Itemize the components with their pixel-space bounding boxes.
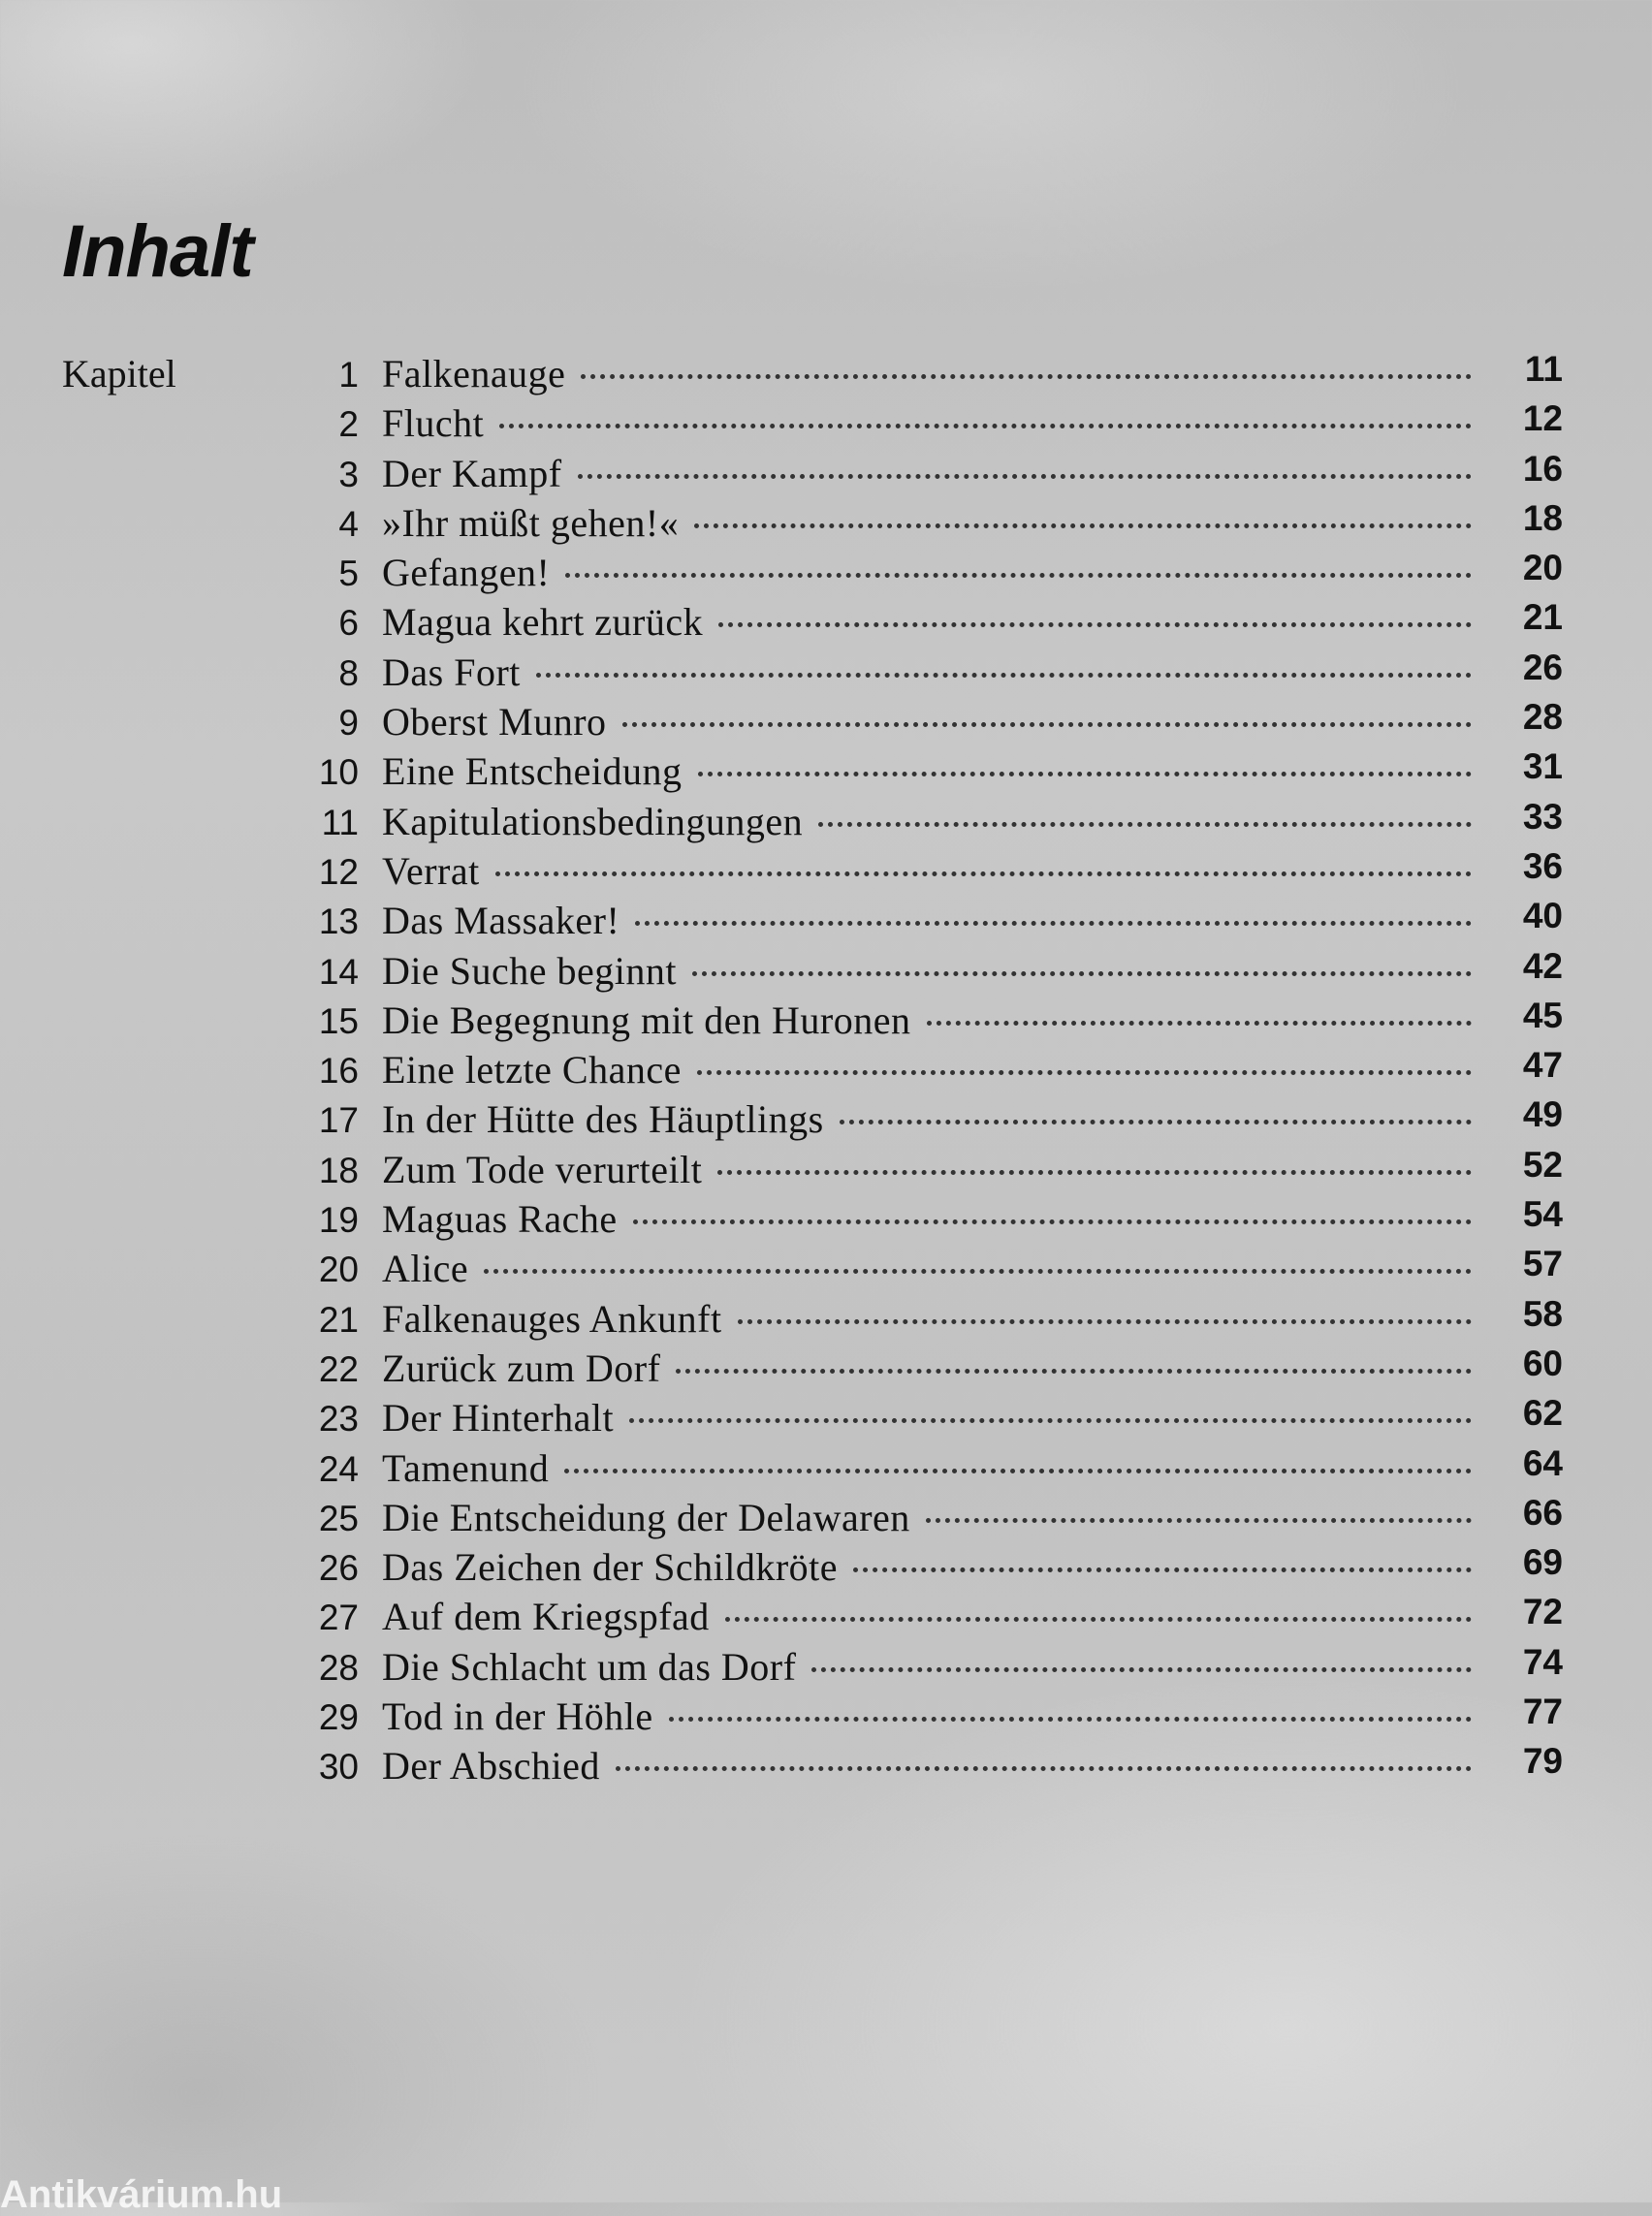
chapter-title: Eine letzte Chance (382, 1048, 682, 1092)
chapter-title: Die Schlacht um das Dorf (382, 1644, 797, 1689)
chapter-title: Der Kampf (382, 451, 562, 495)
chapter-number: 22 (318, 1348, 359, 1389)
page-number: 31 (1522, 746, 1563, 787)
chapter-title: Falkenauge (382, 352, 566, 396)
chapter-title: Das Fort (382, 649, 521, 694)
toc-entry (62, 1694, 1563, 1743)
page-number: 52 (1522, 1144, 1563, 1185)
chapter-number: 14 (318, 951, 359, 992)
page-number: 74 (1522, 1641, 1563, 1682)
page-number: 62 (1522, 1393, 1563, 1434)
chapter-title: »Ihr müßt gehen!« (382, 500, 680, 545)
chapter-number: 9 (338, 703, 359, 744)
dot-leader (669, 1717, 1472, 1722)
dot-leader (738, 1319, 1472, 1324)
page-number: 20 (1522, 548, 1563, 588)
chapter-title: Tod in der Höhle (382, 1694, 653, 1739)
dot-leader (578, 474, 1472, 479)
dot-leader (694, 523, 1472, 528)
dot-leader (692, 971, 1472, 976)
page-number: 11 (1524, 349, 1563, 389)
chapter-number: 8 (338, 652, 359, 693)
toc-entry (62, 649, 1563, 699)
dot-leader (484, 1269, 1472, 1274)
chapter-title: Die Suche beginnt (382, 948, 677, 993)
chapter-number: 24 (318, 1448, 359, 1489)
chapter-title: Flucht (382, 401, 485, 446)
toc-entry (62, 898, 1563, 947)
dot-leader (536, 673, 1472, 678)
chapter-number: 28 (318, 1647, 359, 1688)
toc-entry (62, 1047, 1563, 1096)
toc-entry (62, 796, 1563, 848)
chapter-number: 10 (318, 752, 359, 793)
page-number: 69 (1522, 1542, 1563, 1583)
dot-leader (616, 1766, 1472, 1771)
chapter-title: Das Zeichen der Schildkröte (382, 1545, 839, 1590)
toc-entry (62, 1096, 1563, 1146)
dot-leader (635, 921, 1472, 926)
dot-leader (718, 622, 1472, 627)
toc-entry (62, 599, 1563, 649)
toc-entry (62, 997, 1563, 1047)
page-number: 57 (1522, 1244, 1563, 1284)
chapter-title: Zurück zum Dorf (382, 1345, 661, 1390)
dot-leader (629, 1418, 1472, 1423)
chapter-number: 16 (318, 1051, 359, 1092)
chapter-title: Eine Entscheidung (382, 749, 683, 794)
page-number: 36 (1522, 845, 1563, 886)
page-number: 72 (1522, 1592, 1563, 1632)
dot-leader (811, 1667, 1472, 1672)
toc-entry (62, 1641, 1563, 1694)
toc-entry (62, 699, 1563, 748)
toc-entry (62, 351, 1563, 400)
chapter-number: 1 (338, 355, 359, 395)
chapter-title: Gefangen! (382, 551, 551, 595)
chapter-title: Der Abschied (382, 1744, 600, 1789)
chapter-number: 21 (318, 1299, 359, 1340)
chapter-number: 6 (338, 603, 359, 644)
page-number: 60 (1522, 1343, 1563, 1383)
chapter-title: Der Hinterhalt (382, 1396, 615, 1440)
page-number: 66 (1522, 1492, 1563, 1533)
chapter-title: Maguas Rache (382, 1197, 618, 1242)
page-number: 45 (1522, 995, 1563, 1035)
chapter-number: 3 (338, 454, 359, 494)
dot-leader (927, 1021, 1473, 1026)
dot-leader (840, 1120, 1472, 1124)
toc-entry (62, 1144, 1563, 1196)
chapter-number: 2 (338, 404, 359, 445)
page-number: 77 (1522, 1692, 1563, 1732)
dot-leader (676, 1369, 1472, 1374)
toc-entry (62, 1345, 1563, 1395)
chapter-number: 18 (318, 1150, 359, 1190)
chapter-number: 20 (318, 1250, 359, 1290)
page-number: 54 (1522, 1194, 1563, 1235)
table-of-contents (62, 351, 1563, 1793)
chapter-number: 12 (318, 851, 359, 892)
page-number: 42 (1522, 945, 1563, 986)
page-number: 16 (1522, 448, 1563, 489)
page-number: 33 (1522, 796, 1563, 837)
toc-entry (62, 1594, 1563, 1643)
dot-leader (818, 822, 1472, 827)
page-number: 18 (1522, 497, 1563, 538)
dot-leader (853, 1567, 1472, 1572)
dot-leader (564, 1469, 1472, 1473)
page-number: 79 (1522, 1741, 1563, 1782)
chapter-number: 23 (318, 1399, 359, 1440)
chapter-number: 11 (321, 802, 359, 842)
chapter-number: 15 (318, 1000, 359, 1041)
chapter-number: 26 (318, 1548, 359, 1589)
toc-entry (62, 1395, 1563, 1444)
chapter-title: Kapitulationsbedingungen (382, 799, 804, 843)
chapter-number: 30 (318, 1747, 359, 1788)
toc-entry (62, 1492, 1563, 1544)
toc-entry (62, 400, 1563, 450)
chapter-title: Zum Tode verurteilt (382, 1147, 703, 1191)
chapter-title: Die Begegnung mit den Huronen (382, 997, 911, 1042)
chapter-number: 27 (318, 1598, 359, 1638)
dot-leader (581, 374, 1472, 379)
toc-entry (62, 1442, 1563, 1495)
chapter-title: Falkenauges Ankunft (382, 1296, 722, 1341)
page-number: 21 (1522, 597, 1563, 638)
toc-entry (62, 748, 1563, 798)
page-number: 26 (1522, 647, 1563, 687)
chapter-title: Alice (382, 1247, 469, 1291)
page-title: Inhalt (62, 210, 253, 293)
chapter-title: Auf dem Kriegspfad (382, 1595, 710, 1639)
page-number: 12 (1522, 398, 1563, 439)
dot-leader (622, 722, 1472, 727)
dot-leader (697, 1070, 1472, 1075)
chapter-title: In der Hütte des Häuptlings (382, 1097, 824, 1142)
chapter-title: Magua kehrt zurück (382, 600, 704, 645)
page-number: 28 (1522, 697, 1563, 738)
toc-entry (62, 845, 1563, 898)
toc-entry (62, 1743, 1563, 1792)
toc-entry (62, 1246, 1563, 1295)
chapter-title: Oberst Munro (382, 700, 607, 744)
watermark-text: Antikvárium.hu (0, 2173, 283, 2216)
chapter-title: Verrat (382, 848, 480, 893)
dot-leader (717, 1170, 1472, 1175)
chapter-number: 19 (318, 1200, 359, 1241)
dot-leader (565, 573, 1472, 578)
dot-leader (926, 1518, 1472, 1523)
toc-entry (62, 550, 1563, 599)
toc-entry (62, 497, 1563, 550)
toc-entry (62, 1196, 1563, 1246)
chapter-title: Das Massaker! (382, 899, 620, 943)
chapter-title: Tamenund (382, 1445, 550, 1490)
chapter-number: 13 (318, 902, 359, 942)
chapter-label: Kapitel (62, 352, 176, 396)
dot-leader (499, 424, 1472, 428)
chapter-number: 4 (338, 503, 359, 544)
chapter-number: 17 (318, 1100, 359, 1141)
page-number: 64 (1522, 1442, 1563, 1483)
chapter-number: 5 (338, 554, 359, 594)
page-number: 40 (1522, 896, 1563, 936)
page-number: 47 (1522, 1045, 1563, 1086)
page-number: 58 (1522, 1293, 1563, 1334)
chapter-number: 25 (318, 1498, 359, 1538)
toc-entry (62, 1544, 1563, 1594)
toc-entry (62, 945, 1563, 997)
chapter-number: 29 (318, 1697, 359, 1738)
dot-leader (495, 871, 1472, 876)
page-number: 49 (1522, 1094, 1563, 1135)
dot-leader (698, 772, 1472, 776)
toc-entry (62, 1293, 1563, 1345)
toc-entry (62, 448, 1563, 500)
dot-leader (725, 1617, 1472, 1622)
dot-leader (633, 1219, 1472, 1224)
chapter-title: Die Entscheidung der Delawaren (382, 1495, 910, 1539)
